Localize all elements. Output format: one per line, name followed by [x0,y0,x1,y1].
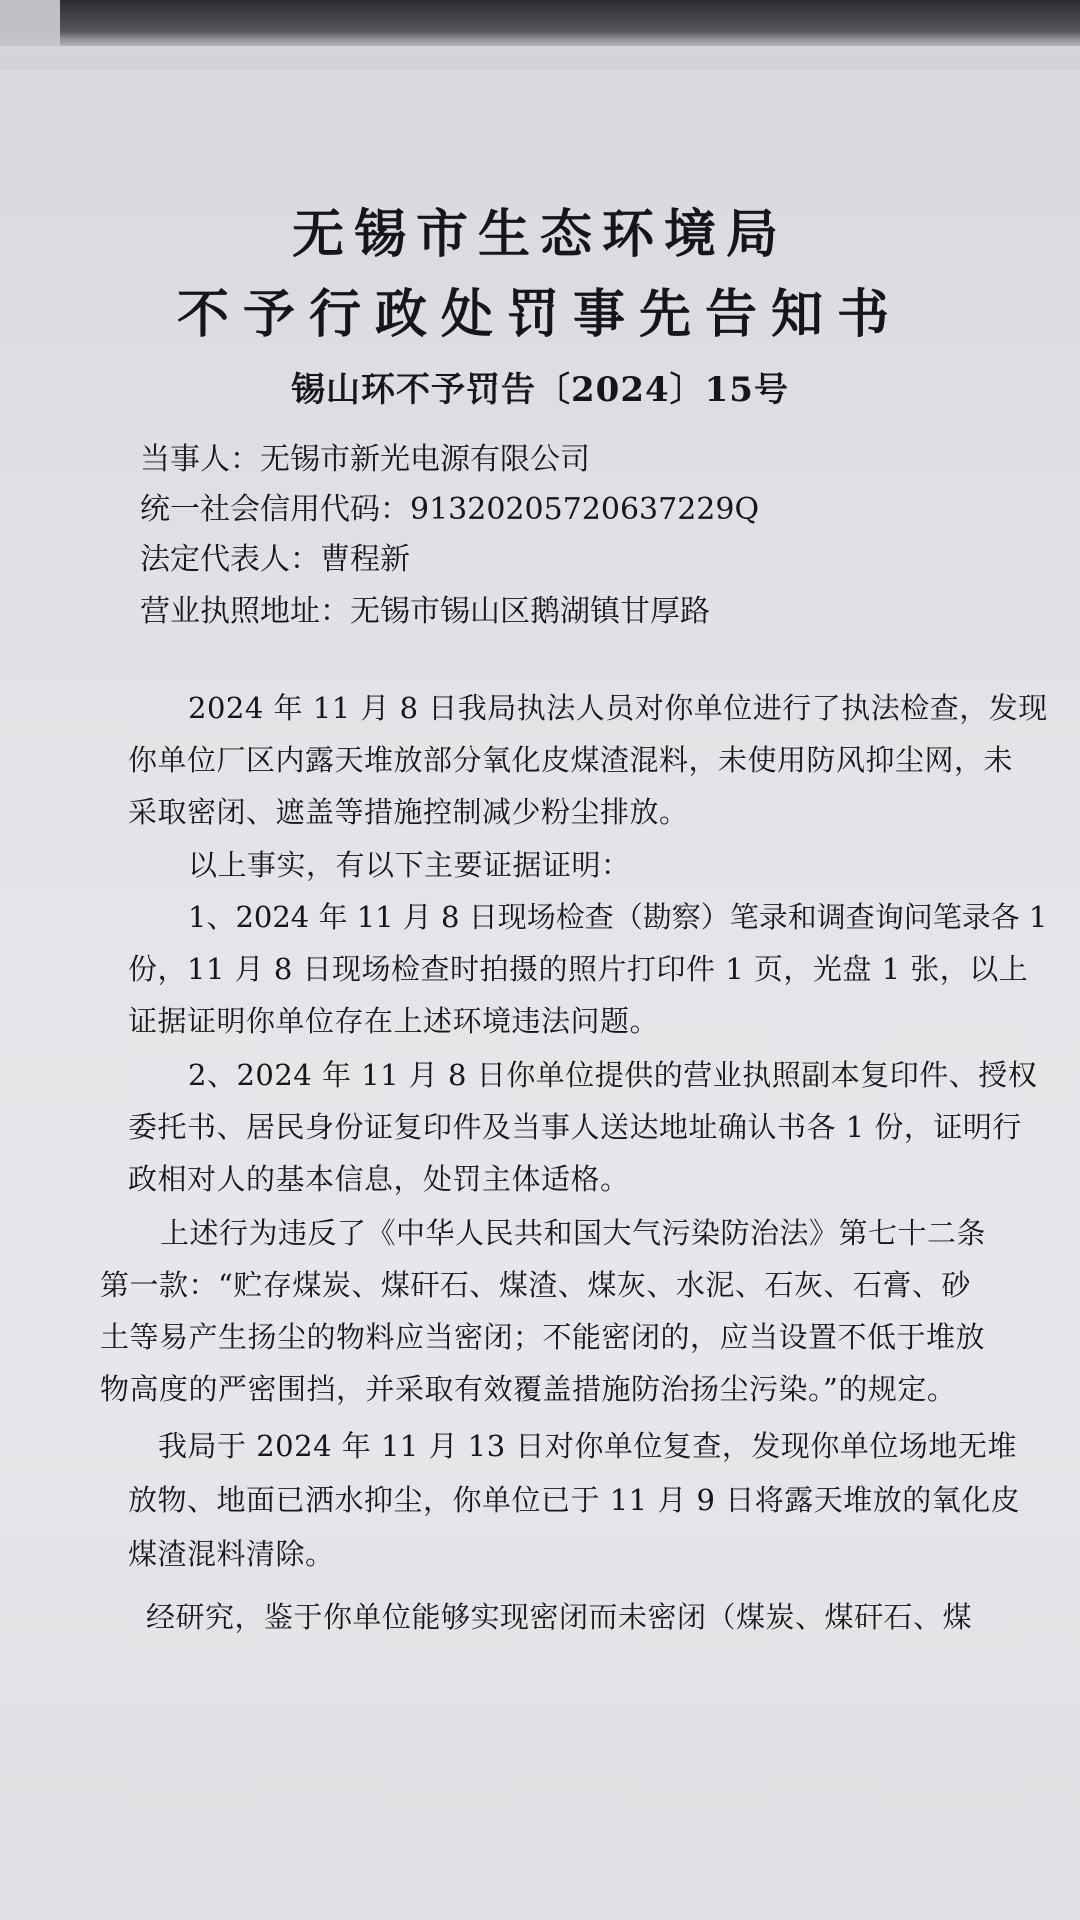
body-line: 委托书、居民身份证复印件及当事人送达地址确认书各 1 份，证明行 [128,1110,1022,1144]
body-line: 份，11 月 8 日现场检查时拍摄的照片打印件 1 页，光盘 1 张，以上 [128,952,1029,986]
legal-representative-field [140,534,410,578]
body-line: 1、2024 年 11 月 8 日现场检查（勘察）笔录和调查询问笔录各 1 [188,900,1048,934]
body-line: 你单位厂区内露天堆放部分氧化皮煤渣混料，未使用防风抑尘网，未 [128,743,1014,777]
party-name-value: 无锡市新光电源有限公司 [260,442,590,477]
body-line: 上述行为违反了《中华人民共和国大气污染防治法》第七十二条 [160,1216,987,1250]
body-line: 经研究，鉴于你单位能够实现密闭而未密闭（煤炭、煤矸石、煤 [146,1600,973,1634]
document-number: 锡山环不予罚告〔2024〕15号 [291,370,789,410]
body-line: 煤渣混料清除。 [128,1537,335,1571]
body-line: 2024 年 11 月 8 日我局执法人员对你单位进行了执法检查，发现 [188,691,1048,725]
legal-representative-value: 曹程新 [320,542,410,577]
document-title-line1: 无锡市生态环境局 [291,205,788,265]
body-line: 我局于 2024 年 11 月 13 日对你单位复查，发现你单位场地无堆 [158,1429,1017,1463]
body-line: 物高度的严密围挡，并采取有效覆盖措施防治扬尘污染。”的规定。 [100,1372,957,1406]
business-address-field [140,586,710,630]
credit-code-field [140,484,759,528]
body-line: 政相对人的基本信息，处罚主体适格。 [128,1162,630,1196]
business-address-label: 营业执照地址： [140,594,350,629]
paper-top-edge [0,30,1080,70]
legal-representative-label: 法定代表人： [140,542,320,577]
body-line: 第一款：“贮存煤炭、煤矸石、煤渣、煤灰、水泥、石灰、石膏、砂 [100,1268,971,1302]
business-address-value: 无锡市锡山区鹅湖镇甘厚路 [350,594,710,629]
body-line: 土等易产生扬尘的物料应当密闭；不能密闭的，应当设置不低于堆放 [100,1320,986,1354]
credit-code-label: 统一社会信用代码： [140,492,410,527]
document-title-line2: 不予行政处罚事先告知书 [176,285,903,345]
body-line: 证据证明你单位存在上述环境违法问题。 [128,1004,660,1038]
body-line: 采取密闭、遮盖等措施控制减少粉尘排放。 [128,795,689,829]
party-name-label: 当事人： [140,442,260,477]
body-line: 放物、地面已洒水抑尘，你单位已于 11 月 9 日将露天堆放的氧化皮 [128,1483,1021,1517]
body-line: 以上事实，有以下主要证据证明： [188,848,631,882]
body-line: 2、2024 年 11 月 8 日你单位提供的营业执照副本复印件、授权 [188,1058,1038,1092]
party-name-field [140,434,590,478]
credit-code-value: 91320205720637229Q [410,492,760,527]
